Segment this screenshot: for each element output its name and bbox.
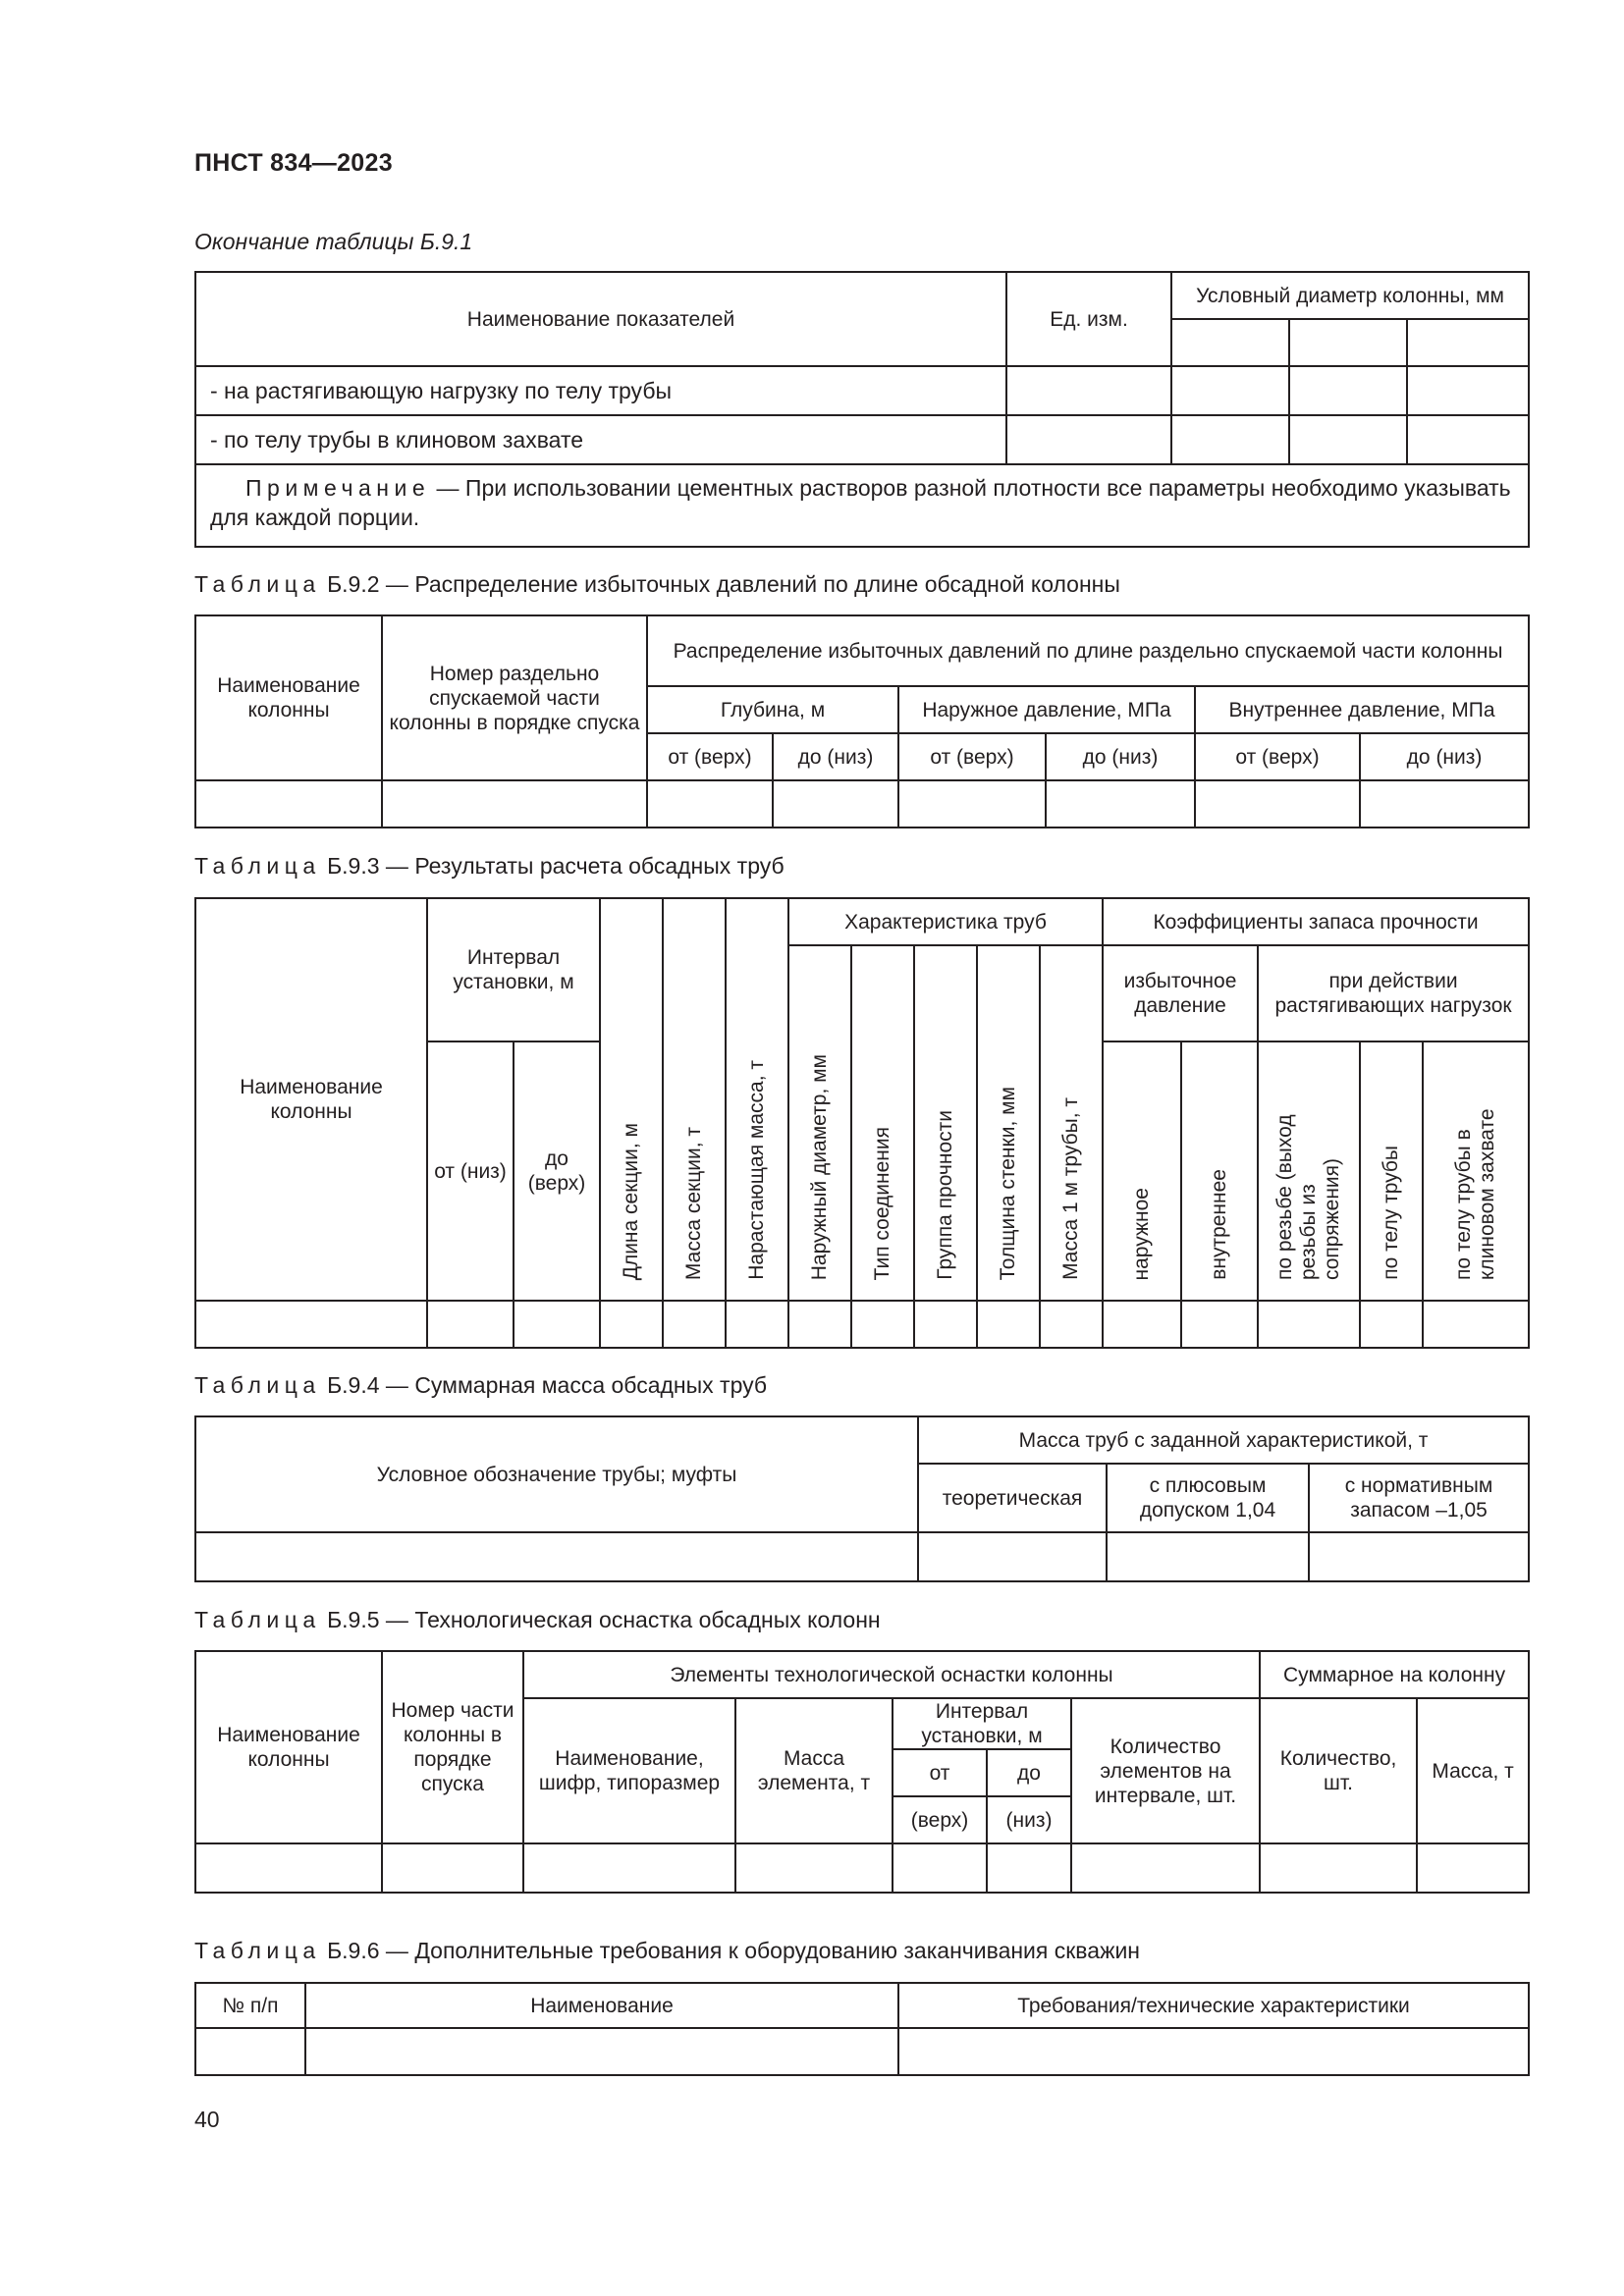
col-header-from: от (низ) — [427, 1041, 514, 1301]
col-header-plus-tolerance: с плюсовым допуском 1,04 — [1107, 1464, 1309, 1532]
col-header-mass-per-meter: Масса 1 м трубы, т — [1059, 1097, 1082, 1280]
col-header-length: Длина секции, м — [620, 1122, 642, 1280]
col-header-depth: Глубина, м — [647, 686, 898, 733]
page-number: 40 — [194, 2107, 220, 2132]
col-header-connection-type: Тип соединения — [871, 1126, 893, 1280]
col-header-outer-diameter: Наружный диаметр, мм — [808, 1053, 831, 1280]
col-header-body: по телу трубы — [1380, 1146, 1403, 1280]
col-header-to: до — [987, 1749, 1071, 1796]
col-header-excess-pressure: избыточное давление — [1103, 945, 1258, 1041]
caption-word: Таблица — [194, 571, 321, 597]
col-header-to: до (низ) — [773, 733, 898, 780]
col-header-name: Наименование колонны — [195, 898, 427, 1301]
col-header-wall-thickness: Толщина стенки, мм — [997, 1086, 1019, 1280]
col-header-to: до (низ) — [1046, 733, 1195, 780]
col-header-element-mass: Масса элемента, т — [735, 1698, 893, 1843]
col-header-outer-pressure: Наружное давление, МПа — [898, 686, 1195, 733]
table-b92 — [194, 614, 1530, 828]
col-header-interval: Интервал установки, м — [893, 1698, 1071, 1749]
caption-text: Б.9.3 — Результаты расчета обсадных труб — [320, 853, 785, 879]
table-note — [195, 464, 1529, 547]
col-header-mass-group: Масса труб с заданной характеристикой, т — [918, 1416, 1529, 1464]
table-b94 — [194, 1415, 1530, 1582]
note-text: — При использовании цементных растворов разной плотности все параметры необходимо указывать для каждой порции. — [210, 475, 1511, 530]
caption-word: Таблица — [194, 1372, 321, 1398]
col-header-to: до (низ) — [1360, 733, 1529, 780]
col-header-element-name: Наименование, шифр, типоразмер — [523, 1698, 735, 1843]
table-b95 — [194, 1650, 1530, 1894]
table-b96-caption — [194, 1938, 1140, 1964]
col-header-total: Суммарное на колонну — [1260, 1651, 1529, 1698]
table-b95-caption — [194, 1607, 881, 1633]
col-header-theoretical: теоретическая — [918, 1464, 1107, 1532]
col-header-unit: Ед. изм. — [1006, 272, 1171, 366]
table-b93 — [194, 897, 1530, 1349]
col-header-strength-group: Группа прочности — [934, 1110, 956, 1280]
col-header-diameter: Условный диаметр колонны, мм — [1171, 272, 1529, 319]
col-header-name: Наименование колонны — [195, 615, 382, 780]
col-header-from: от — [893, 1749, 987, 1796]
col-header-name: Наименование колонны — [195, 1651, 382, 1843]
table-b93-caption — [194, 853, 785, 880]
col-header-pipe-characteristics: Характеристика труб — [788, 898, 1103, 945]
col-header-count-interval: Количество элементов на интервале, шт. — [1071, 1698, 1260, 1843]
col-header-equipment-elements: Элементы технологической оснастки колонны — [523, 1651, 1260, 1698]
col-header-safety-factors: Коэффициенты запаса прочности — [1103, 898, 1529, 945]
table-b94-caption — [194, 1372, 767, 1399]
table-row-label: - по телу трубы в клиновом захвате — [195, 415, 1006, 464]
col-header-from: от (верх) — [898, 733, 1046, 780]
col-header-number: № п/п — [195, 1983, 305, 2028]
caption-text: Б.9.6 — Дополнительные требования к оборудованию заканчивания скважин — [320, 1938, 1140, 1963]
table-row-label: - на растягивающую нагрузку по телу трубы — [195, 366, 1006, 415]
col-header-inner: внутреннее — [1208, 1169, 1231, 1280]
col-header-inner-pressure: Внутреннее давление, МПа — [1195, 686, 1529, 733]
table-b96 — [194, 1982, 1530, 2076]
col-header-cumulative-mass: Нарастающая масса, т — [745, 1060, 768, 1280]
table-b92-caption — [194, 571, 1120, 598]
col-header-top: (верх) — [893, 1796, 987, 1843]
col-header-number: Номер части колонны в порядке спуска — [382, 1651, 523, 1843]
col-header-to: до (верх) — [514, 1041, 600, 1301]
note-label: Примечание — [245, 475, 431, 501]
col-header-tensile-loads: при действии растягивающих нагрузок — [1258, 945, 1529, 1041]
col-header-designation: Условное обозначение трубы; муфты — [195, 1416, 918, 1532]
col-header-outer: наружное — [1130, 1187, 1154, 1280]
col-header-bottom: (низ) — [987, 1796, 1071, 1843]
col-header-total-mass: Масса, т — [1417, 1698, 1529, 1843]
col-header-name: Наименование показателей — [195, 272, 1006, 366]
col-header-name: Наименование — [305, 1983, 898, 2028]
caption-word: Таблица — [194, 1607, 321, 1632]
table-b91-caption: Окончание таблицы Б.9.1 — [194, 229, 473, 254]
caption-word: Таблица — [194, 853, 321, 879]
col-header-mass: Масса секции, т — [682, 1126, 705, 1280]
col-header-from: от (верх) — [1195, 733, 1360, 780]
col-header-requirements: Требования/технические характеристики — [898, 1983, 1529, 2028]
caption-text: Б.9.4 — Суммарная масса обсадных труб — [320, 1372, 768, 1398]
col-header-thread: по резьбе (выход резьбы из сопряжения) — [1273, 1114, 1344, 1280]
table-b91 — [194, 271, 1530, 548]
caption-word: Таблица — [194, 1938, 321, 1963]
col-header-distribution: Распределение избыточных давлений по длине раздельно спускаемой части колонны — [647, 615, 1529, 686]
col-header-wedge: по телу трубы в клиновом захвате — [1452, 1108, 1499, 1280]
caption-text: Б.9.5 — Технологическая оснастка обсадных колонн — [320, 1607, 881, 1632]
col-header-from: от (верх) — [647, 733, 773, 780]
col-header-interval: Интервал установки, м — [427, 898, 600, 1041]
col-header-section: Номер раздельно спускаемой части колонны в порядке спуска — [382, 615, 647, 780]
caption-text: Б.9.2 — Распределение избыточных давлений по длине обсадной колонны — [320, 571, 1120, 597]
col-header-normative-reserve: с нормативным запасом –1,05 — [1309, 1464, 1529, 1532]
col-header-total-count: Количество, шт. — [1260, 1698, 1417, 1843]
document-id: ПНСТ 834—2023 — [194, 149, 393, 177]
